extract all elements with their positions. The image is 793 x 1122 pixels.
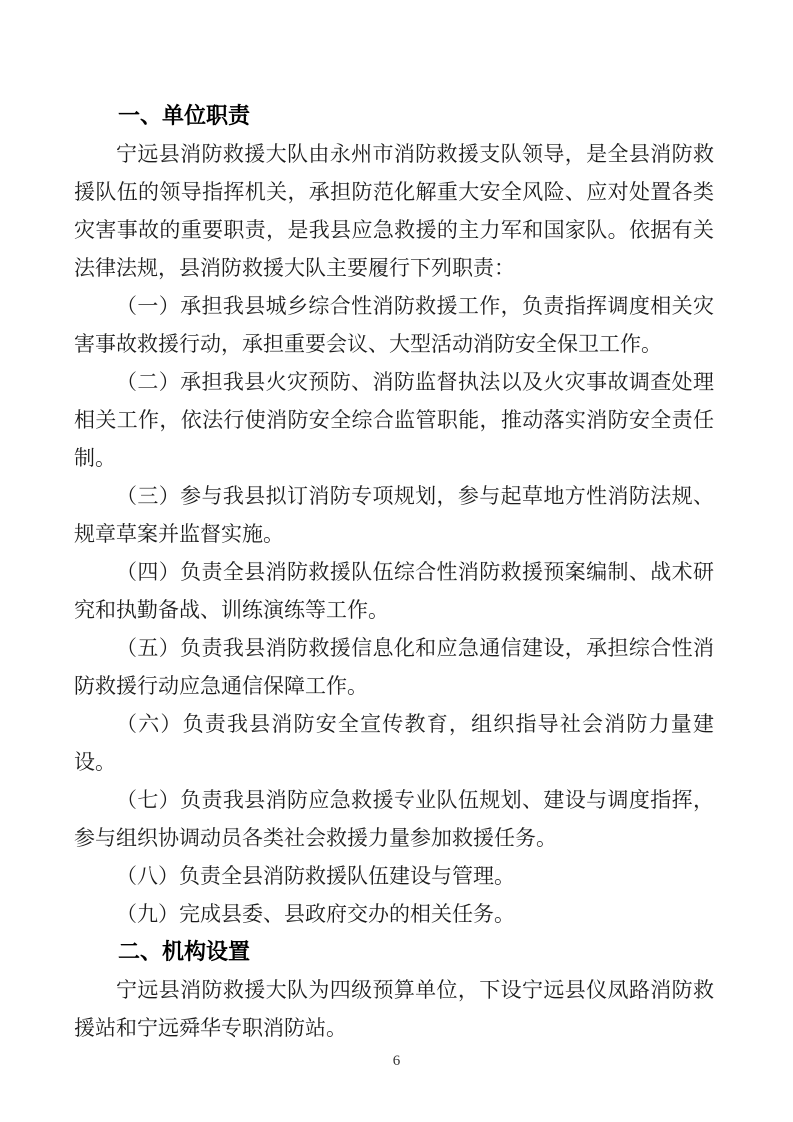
duty-item-6: （六）负责我县消防安全宣传教育，组织指导社会消防力量建设。 bbox=[74, 712, 714, 774]
duty-item-4: （四）负责全县消防救援队伍综合性消防救援预案编制、战术研究和执勤备战、训练演练等工作。 bbox=[74, 560, 714, 622]
duty-item-7: （七）负责我县消防应急救援专业队伍规划、建设与调度指挥，参与组织协调动员各类社会救援力量参加救援任务。 bbox=[74, 788, 714, 850]
duty-item-5: （五）负责我县消防救援信息化和应急通信建设，承担综合性消防救援行动应急通信保障工作。 bbox=[74, 636, 714, 698]
section-1-heading: 一、单位职责 bbox=[118, 103, 251, 128]
duty-item-9: （九）完成县委、县政府交办的相关任务。 bbox=[116, 902, 515, 926]
section-2-paragraph: 宁远县消防救援大队为四级预算单位，下设宁远县仪凤路消防救援站和宁远舜华专职消防站。 bbox=[74, 978, 714, 1040]
section-2-heading: 二、机构设置 bbox=[118, 939, 251, 964]
duty-item-1: （一）承担我县城乡综合性消防救援工作，负责指挥调度相关灾害事故救援行动，承担重要会议、大型活动消防安全保卫工作。 bbox=[74, 294, 714, 356]
section-1-intro-paragraph: 宁远县消防救援大队由永州市消防救援支队领导，是全县消防救援队伍的领导指挥机关，承担防范化解重大安全风险、应对处置各类灾害事故的重要职责，是我县应急救援的主力军和国家队。依据有关法律法规，县消防救援大队主要履行下列职责： bbox=[74, 142, 714, 280]
duty-item-8: （八）负责全县消防救援队伍建设与管理。 bbox=[116, 864, 515, 888]
duty-item-3: （三）参与我县拟订消防专项规划，参与起草地方性消防法规、规章草案并监督实施。 bbox=[74, 484, 714, 546]
duty-item-2: （二）承担我县火灾预防、消防监督执法以及火灾事故调查处理相关工作，依法行使消防安全综合监管职能，推动落实消防安全责任制。 bbox=[74, 370, 714, 470]
page-number: 6 bbox=[392, 1053, 401, 1069]
